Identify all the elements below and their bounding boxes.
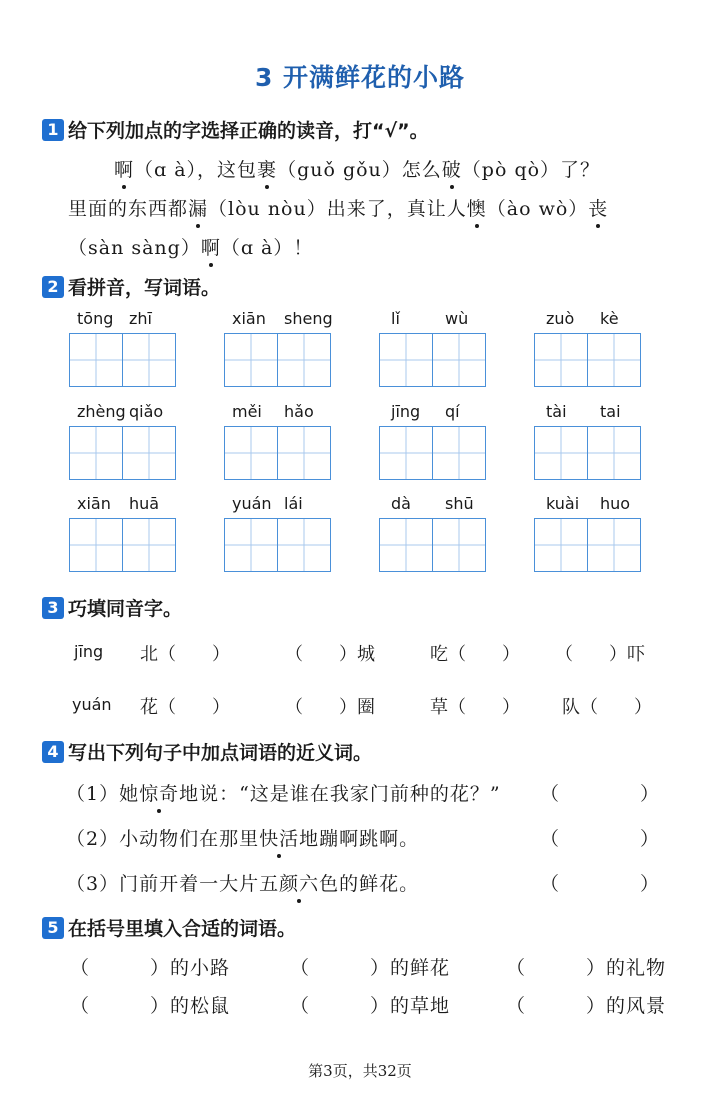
q1-text: 里面的东西都 <box>68 198 189 220</box>
writing-grid[interactable] <box>224 518 331 572</box>
writing-cell[interactable] <box>122 427 175 479</box>
q1-text: （sàn sàng） <box>68 237 201 259</box>
dotted-char: 丧 <box>588 194 608 221</box>
pinyin-label: tōng <box>77 309 114 328</box>
pinyin-label: shū <box>445 494 474 513</box>
writing-grid[interactable] <box>379 518 486 572</box>
q1-line-1 <box>114 155 600 182</box>
pinyin-label: zhī <box>129 309 152 328</box>
q4-item-3 <box>66 869 419 896</box>
writing-cell[interactable] <box>380 519 432 571</box>
writing-grid[interactable] <box>69 333 176 387</box>
q5-blank[interactable]: （ ）的草地 <box>290 995 451 1017</box>
section-4-heading <box>42 738 372 765</box>
writing-grid[interactable] <box>379 426 486 480</box>
pinyin-label: kè <box>600 309 619 328</box>
q1-text: （guǒ gǒu）怎么 <box>277 159 442 181</box>
pinyin-label: huo <box>600 494 631 513</box>
q5-blank[interactable]: （ ）的风景 <box>506 995 667 1017</box>
q5-blank[interactable]: （ ）的鲜花 <box>290 957 451 979</box>
section-5-instruction: 在括号里填入合适的词语。 <box>68 918 297 940</box>
dotted-word: 惊奇 <box>139 779 179 806</box>
writing-cell[interactable] <box>432 334 485 386</box>
q3-blank[interactable]: （ ）圈 <box>285 697 375 718</box>
pinyin-label: jīng <box>391 402 421 421</box>
writing-cell[interactable] <box>70 427 122 479</box>
writing-cell[interactable] <box>122 334 175 386</box>
q5-blank[interactable]: （ ）的松鼠 <box>70 995 231 1017</box>
writing-cell[interactable] <box>535 334 587 386</box>
pinyin-label: qiǎo <box>129 402 164 421</box>
pinyin-label: měi <box>232 402 262 421</box>
q1-line-3 <box>68 233 313 260</box>
q5-blank[interactable]: （ ）的小路 <box>70 957 231 979</box>
q3-blank[interactable]: 花（ ） <box>140 697 230 718</box>
section-number-badge: 5 <box>42 917 64 939</box>
dotted-char: 漏 <box>188 194 208 221</box>
section-1-heading <box>42 116 429 143</box>
writing-cell[interactable] <box>380 427 432 479</box>
writing-cell[interactable] <box>535 427 587 479</box>
pinyin-label: qí <box>445 402 460 421</box>
pinyin-label: tai <box>600 402 621 421</box>
writing-cell[interactable] <box>225 519 277 571</box>
writing-grid[interactable] <box>224 333 331 387</box>
q4-answer-blank[interactable]: （ ） <box>540 783 661 805</box>
section-3-heading <box>42 594 182 621</box>
q1-text: （ɑ à），这包 <box>134 159 258 181</box>
q4-text: 她 <box>119 783 140 805</box>
section-2-heading <box>42 273 220 300</box>
writing-cell[interactable] <box>70 519 122 571</box>
q4-number: （3） <box>66 873 120 895</box>
writing-cell[interactable] <box>122 519 175 571</box>
section-4-instruction: 写出下列句子中加点词语的近义词。 <box>68 742 373 764</box>
section-number-badge: 2 <box>42 276 64 298</box>
writing-cell[interactable] <box>587 519 640 571</box>
q4-number: （2） <box>66 828 120 850</box>
writing-grid[interactable] <box>69 426 176 480</box>
q3-pinyin-2: yuán <box>72 695 112 714</box>
pinyin-label: lái <box>284 494 303 513</box>
page-footer: 第3页，共32页 <box>308 1062 412 1080</box>
dotted-char: 啊 <box>201 233 221 260</box>
pinyin-label: lǐ <box>391 309 400 328</box>
pinyin-label: huā <box>129 494 160 513</box>
writing-cell[interactable] <box>380 334 432 386</box>
dotted-char: 懊 <box>467 194 487 221</box>
pinyin-label: dà <box>391 494 411 513</box>
dotted-word: 五颜六色 <box>259 869 339 896</box>
dotted-word: 快活 <box>259 824 299 851</box>
q4-text: 门前开着一大片 <box>119 873 260 895</box>
q4-item-1 <box>66 779 501 806</box>
q4-number: （1） <box>66 783 120 805</box>
writing-cell[interactable] <box>587 334 640 386</box>
pinyin-label: tài <box>546 402 567 421</box>
section-1-instruction: 给下列加点的字选择正确的读音，打“√”。 <box>68 120 429 142</box>
q3-blank[interactable]: 队（ ） <box>562 697 652 718</box>
writing-cell[interactable] <box>225 334 277 386</box>
q3-blank[interactable]: 吃（ ） <box>430 644 520 665</box>
q3-blank[interactable]: （ ）城 <box>285 644 375 665</box>
writing-grid[interactable] <box>534 333 641 387</box>
section-number-badge: 3 <box>42 597 64 619</box>
q1-line-2 <box>68 194 608 221</box>
pinyin-label: sheng <box>284 309 333 328</box>
pinyin-label: yuán <box>232 494 272 513</box>
writing-cell[interactable] <box>535 519 587 571</box>
dotted-char: 破 <box>442 155 462 182</box>
q1-text: （ào wò） <box>486 198 589 220</box>
q4-text: 地说：“这是谁在我家门前种的花？” <box>179 783 501 805</box>
pinyin-label: xiān <box>232 309 266 328</box>
pinyin-label: hǎo <box>284 402 314 421</box>
writing-grid[interactable] <box>224 426 331 480</box>
section-number-badge: 4 <box>42 741 64 763</box>
writing-cell[interactable] <box>225 427 277 479</box>
q4-item-2 <box>66 824 419 851</box>
page-title: 3 开满鲜花的小路 <box>254 63 466 92</box>
writing-grid[interactable] <box>534 518 641 572</box>
q3-blank[interactable]: 北（ ） <box>140 644 230 665</box>
section-number-badge: 1 <box>42 119 64 141</box>
writing-grid[interactable] <box>534 426 641 480</box>
q3-blank[interactable]: 草（ ） <box>430 697 520 718</box>
q1-text: （ɑ à）！ <box>220 237 314 259</box>
pinyin-label: zuò <box>546 309 575 328</box>
writing-cell[interactable] <box>277 427 330 479</box>
dotted-char: 裹 <box>257 155 277 182</box>
section-2-instruction: 看拼音，写词语。 <box>68 277 221 299</box>
writing-cell[interactable] <box>277 519 330 571</box>
writing-cell[interactable] <box>432 427 485 479</box>
section-5-heading <box>42 914 296 941</box>
q4-text: 小动物们在那里 <box>119 828 260 850</box>
writing-cell[interactable] <box>587 427 640 479</box>
pinyin-label: xiān <box>77 494 111 513</box>
writing-grid[interactable] <box>379 333 486 387</box>
writing-grid[interactable] <box>69 518 176 572</box>
q4-text: 的鲜花。 <box>339 873 420 895</box>
pinyin-label: kuài <box>546 494 580 513</box>
q5-blank[interactable]: （ ）的礼物 <box>506 957 667 979</box>
pinyin-label: wù <box>445 309 469 328</box>
pinyin-label: zhèng <box>77 402 126 421</box>
q4-text: 地蹦啊跳啊。 <box>299 828 420 850</box>
q4-answer-blank[interactable]: （ ） <box>540 873 661 895</box>
writing-cell[interactable] <box>70 334 122 386</box>
q3-pinyin-1: jīng <box>74 642 104 661</box>
q1-text: （pò qò）了？ <box>461 159 601 181</box>
q4-answer-blank[interactable]: （ ） <box>540 828 661 850</box>
q3-blank[interactable]: （ ）吓 <box>555 644 645 665</box>
section-3-instruction: 巧填同音字。 <box>68 598 183 620</box>
dotted-char: 啊 <box>114 155 134 182</box>
writing-cell[interactable] <box>432 519 485 571</box>
q1-text: （lòu nòu）出来了，真让人 <box>208 198 467 220</box>
writing-cell[interactable] <box>277 334 330 386</box>
